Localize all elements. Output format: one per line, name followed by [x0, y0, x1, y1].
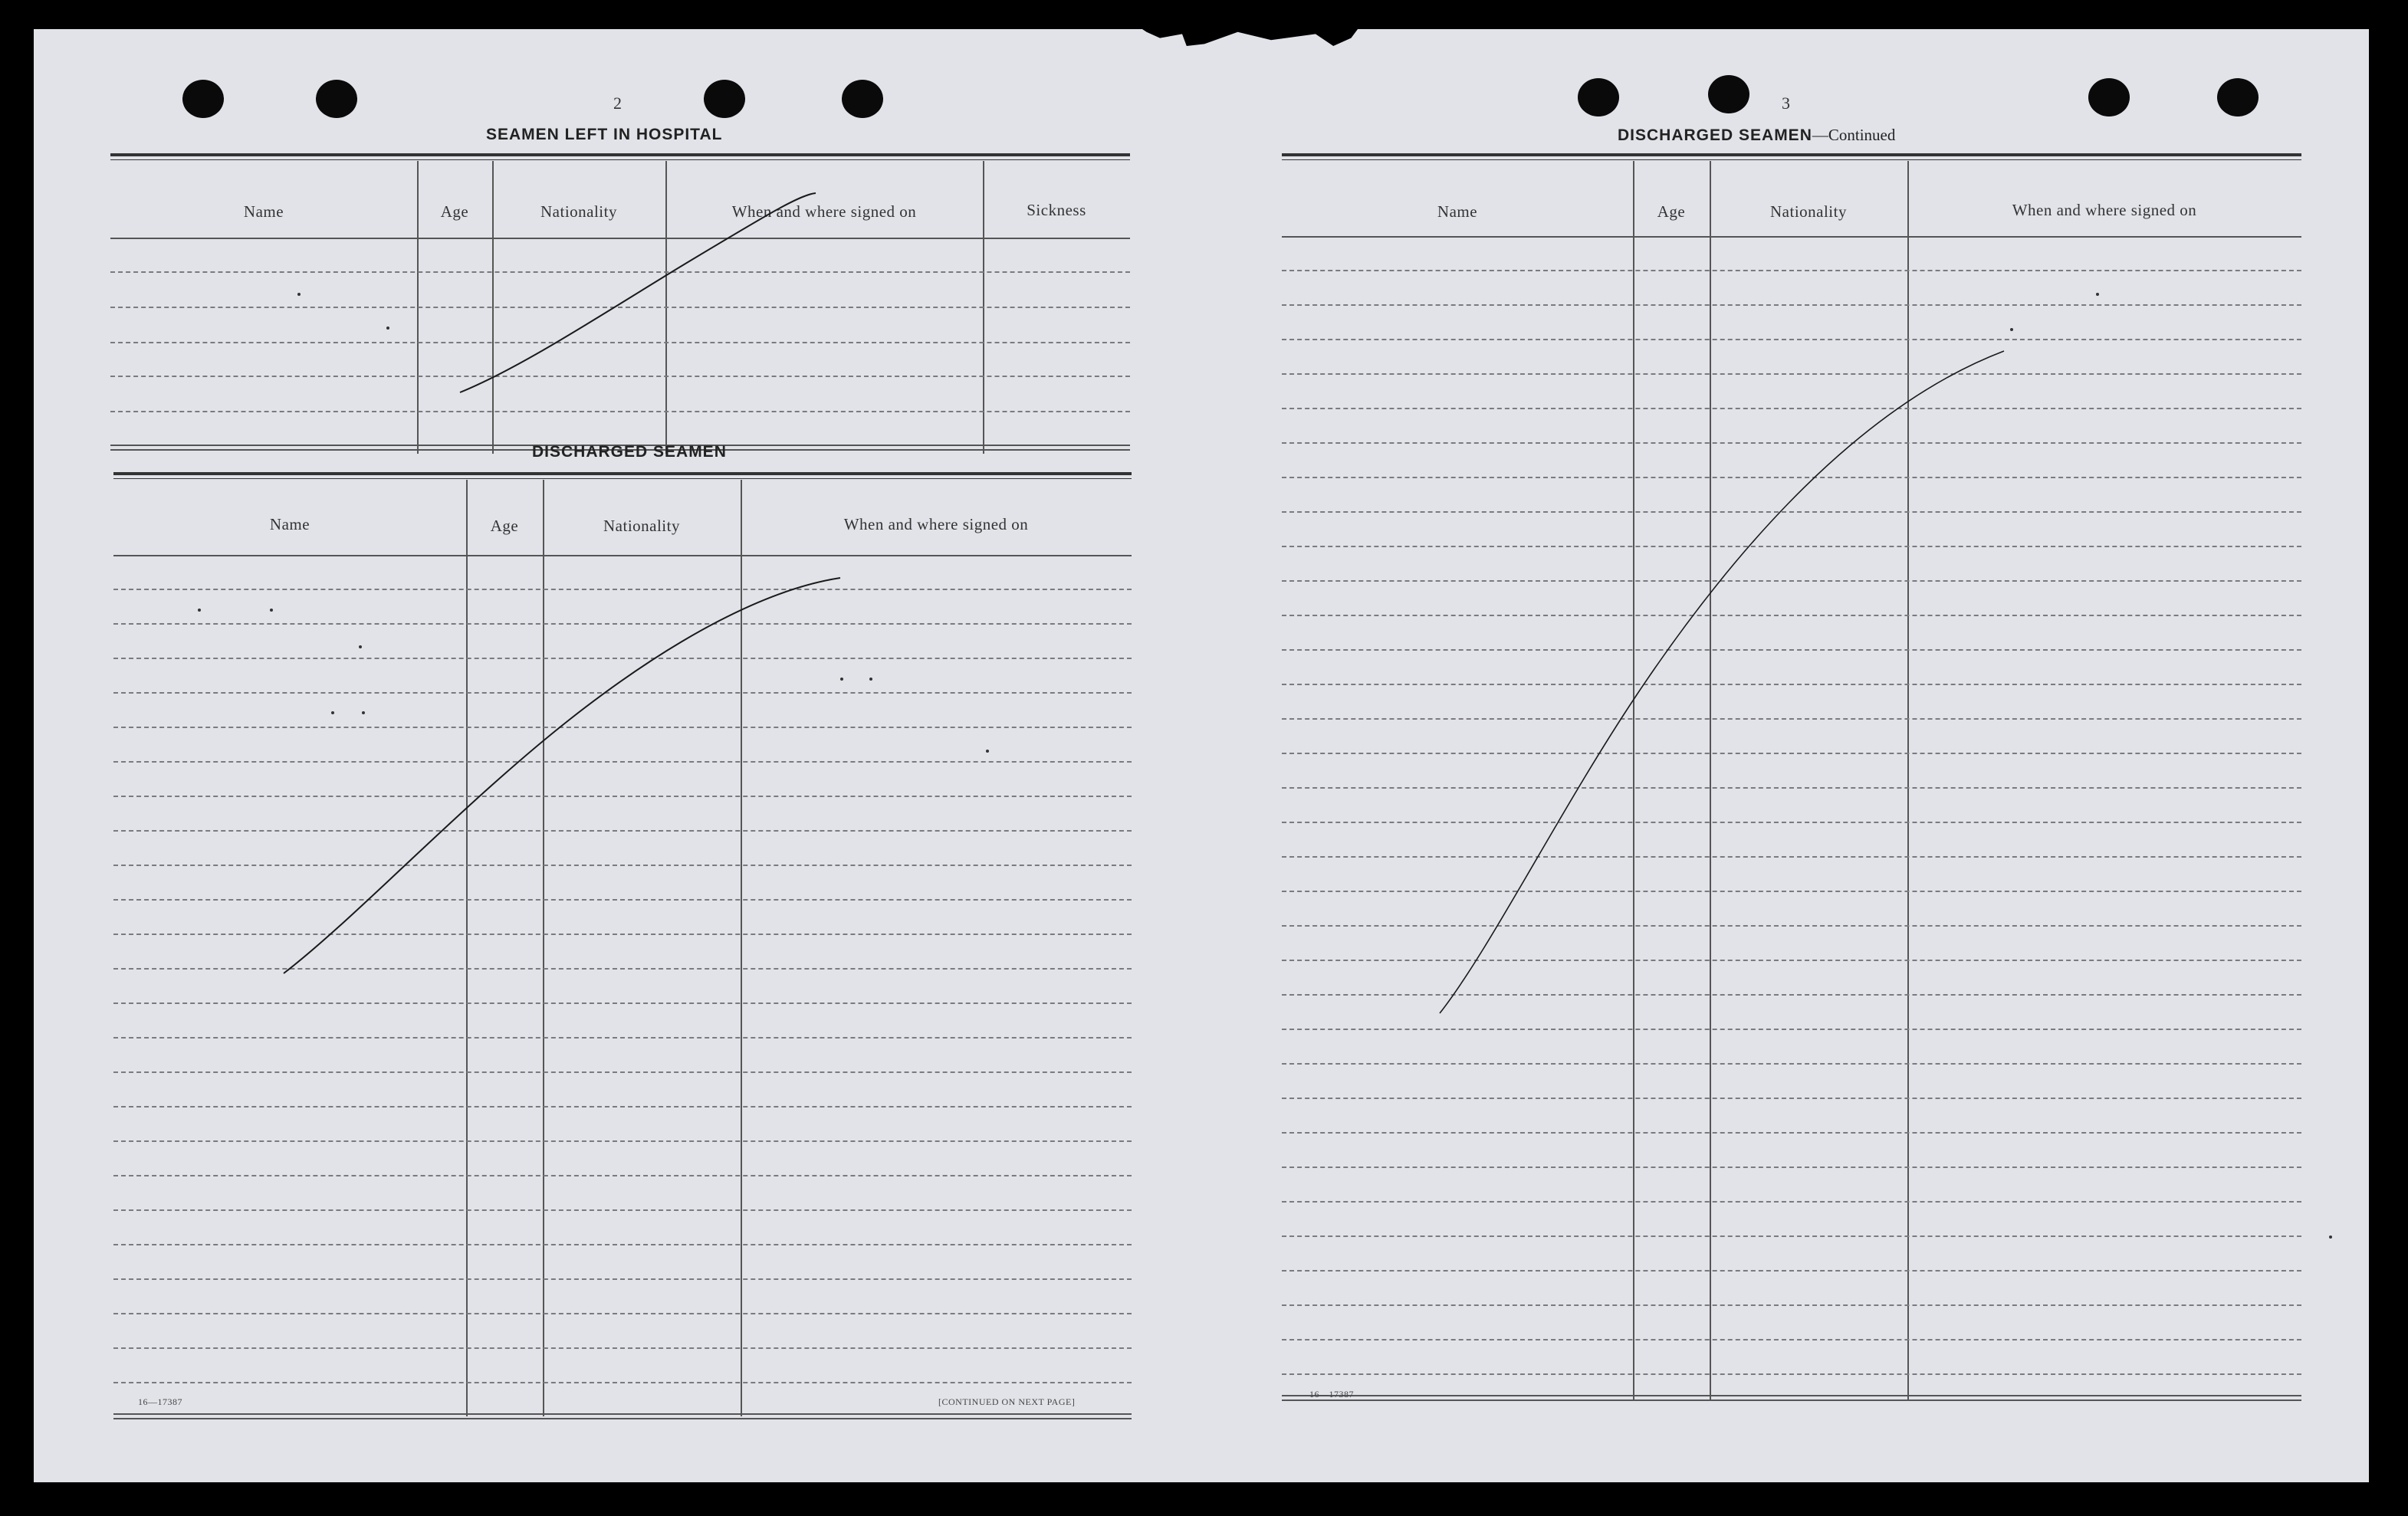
form-number: 16—17387	[138, 1396, 182, 1407]
column-header-name: Name	[269, 515, 310, 533]
strike-line-hospital	[460, 193, 816, 392]
column-header-sickness: Sickness	[1027, 201, 1086, 219]
column-header-name: Name	[243, 202, 284, 221]
title-suffix: —Continued	[1812, 126, 1896, 144]
column-header-nationality: Nationality	[540, 202, 617, 221]
column-header-nationality: Nationality	[603, 517, 680, 535]
manifest-sheet	[34, 29, 2369, 1482]
page-number: 3	[1782, 94, 1790, 113]
column-header-age: Age	[1657, 202, 1686, 221]
column-header-name: Name	[1437, 202, 1478, 221]
column-header-signed-on: When and where signed on	[731, 202, 917, 221]
column-header-nationality: Nationality	[1770, 202, 1847, 221]
title-main: DISCHARGED SEAMEN	[1618, 126, 1812, 144]
column-header-signed-on: When and where signed on	[843, 515, 1029, 533]
strike-line-discharged-right	[1440, 351, 2004, 1013]
form-number: 16—17387	[1309, 1389, 1354, 1400]
column-header-age: Age	[490, 517, 519, 535]
strike-line-discharged-left	[284, 578, 840, 973]
column-header-age: Age	[440, 202, 469, 221]
page-number: 2	[613, 94, 622, 113]
continued-note: [CONTINUED ON NEXT PAGE]	[938, 1396, 1076, 1407]
handwritten-strike-lines	[34, 29, 2369, 1482]
column-header-signed-on: When and where signed on	[2012, 201, 2197, 219]
section-title-hospital: SEAMEN LEFT IN HOSPITAL	[486, 126, 723, 143]
section-title-discharged: DISCHARGED SEAMEN	[532, 443, 727, 461]
